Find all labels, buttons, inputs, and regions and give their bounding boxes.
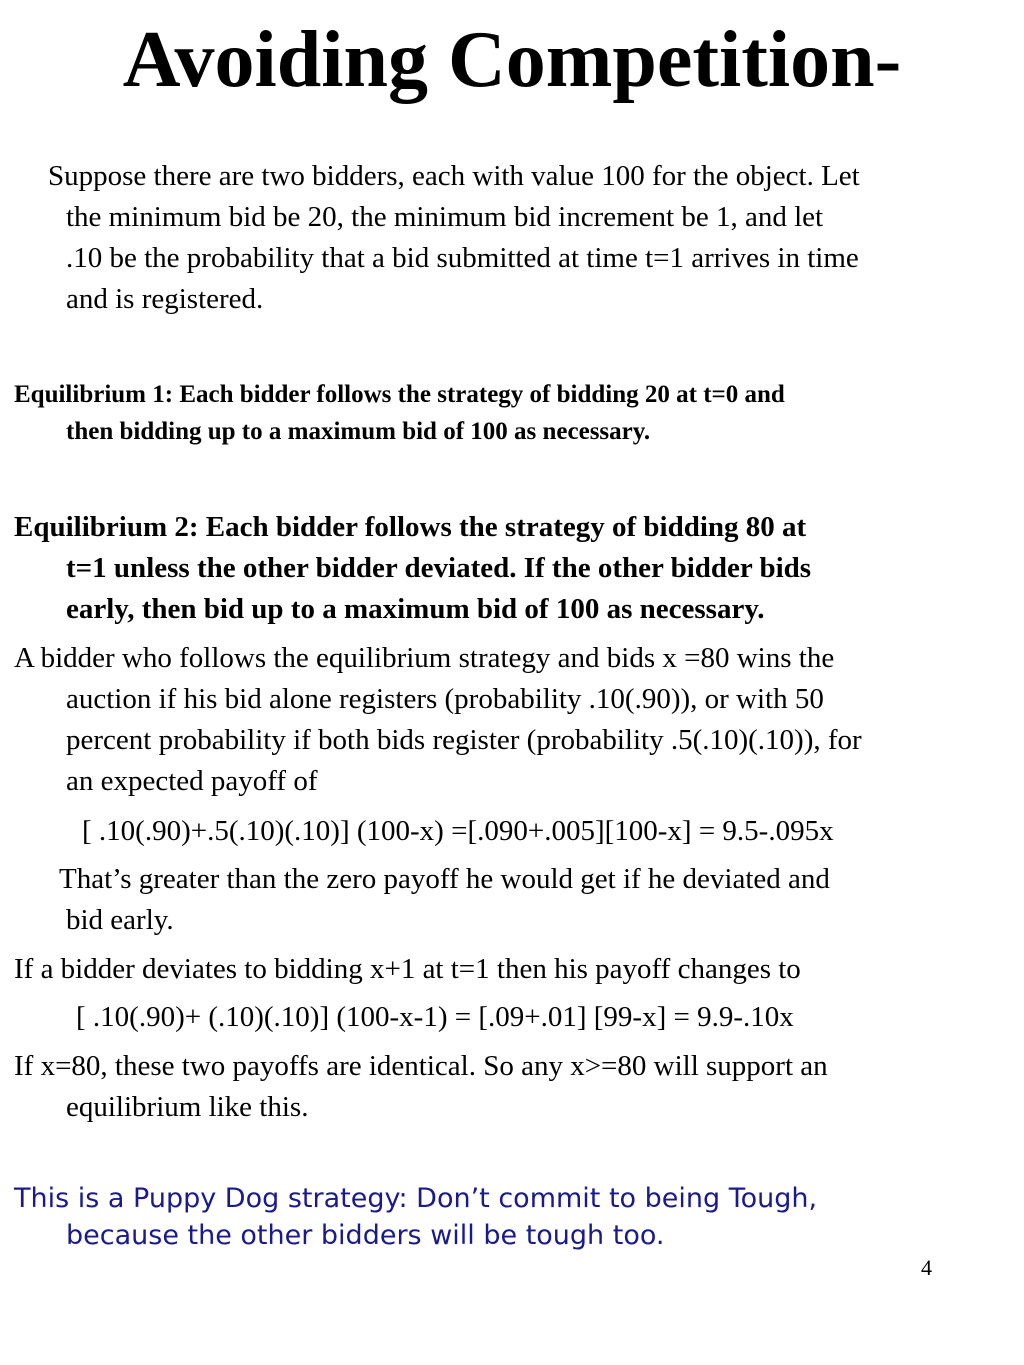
- equilibrium-2-line-3: early, then bid up to a maximum bid of 100 as necessary.: [66, 593, 765, 625]
- intro-line-2: the minimum bid be 20, the minimum bid increment be 1, and let: [66, 201, 824, 233]
- identical-paragraph: [14, 1046, 828, 1128]
- formula-deviation-payoff: [ .10(.90)+ (.10)(.10)] (100-x-1) = [.09+.01] [99-x] = 9.9-.10x: [76, 1001, 794, 1033]
- follower-line-4: an expected payoff of: [66, 765, 318, 797]
- slide-title: Avoiding Competition-: [122, 16, 902, 104]
- equilibrium-2: [14, 507, 811, 630]
- identical-line-2: equilibrium like this.: [66, 1091, 309, 1123]
- equilibrium-1-line-1: Equilibrium 1: Each bidder follows the strategy of bidding 20 at t=0 and: [14, 381, 785, 408]
- identical-line-1: If x=80, these two payoffs are identical. So any x>=80 will support an: [14, 1050, 828, 1082]
- equilibrium-1: [14, 376, 785, 450]
- greater-line-2: bid early.: [66, 904, 174, 936]
- equilibrium-2-line-2: t=1 unless the other bidder deviated. If the other bidder bids: [66, 552, 812, 584]
- follower-paragraph: [14, 638, 862, 802]
- puppy-line-2: because the other bidders will be tough too.: [66, 1220, 665, 1251]
- intro-line-3: .10 be the probability that a bid submitted at time t=1 arrives in time: [66, 242, 859, 274]
- follower-line-1: A bidder who follows the equilibrium strategy and bids x =80 wins the: [14, 642, 835, 674]
- follower-line-2: auction if his bid alone registers (probability .10(.90)), or with 50: [66, 683, 824, 715]
- puppy-line-1: This is a Puppy Dog strategy: Don’t commit to being Tough,: [14, 1183, 818, 1214]
- puppy-dog-note: [14, 1180, 817, 1254]
- equilibrium-1-line-2: then bidding up to a maximum bid of 100 as necessary.: [66, 418, 651, 445]
- deviate-paragraph: If a bidder deviates to bidding x+1 at t=1 then his payoff changes to: [14, 953, 801, 985]
- intro-line-4: and is registered.: [66, 283, 264, 315]
- page-number: 4: [921, 1255, 932, 1280]
- intro-line-1: Suppose there are two bidders, each with value 100 for the object. Let: [48, 160, 860, 192]
- formula-equilibrium-payoff: [ .10(.90)+.5(.10)(.10)] (100-x) =[.090+.005][100-x] = 9.5-.095x: [82, 815, 834, 847]
- greater-line-1: That’s greater than the zero payoff he would get if he deviated and: [59, 863, 830, 895]
- equilibrium-2-line-1: Equilibrium 2: Each bidder follows the strategy of bidding 80 at: [14, 511, 807, 543]
- intro-paragraph: [14, 156, 860, 320]
- follower-line-3: percent probability if both bids register (probability .5(.10)(.10)), for: [66, 724, 862, 756]
- greater-paragraph: [14, 859, 830, 941]
